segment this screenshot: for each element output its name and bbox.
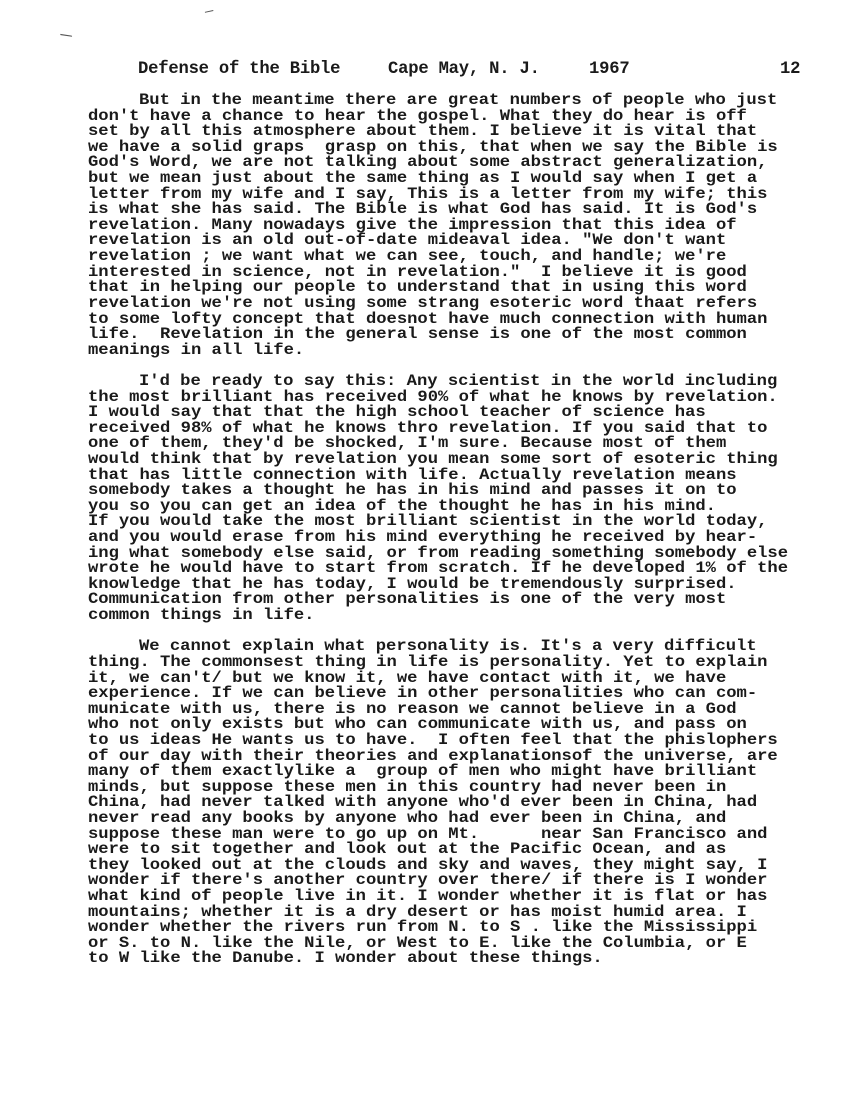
text-line: experience. If we can believe in other personalities who can com- — [88, 685, 758, 703]
text-line: the most brilliant has received 90% of what he knows by revelation. — [88, 388, 778, 407]
text-line: We cannot explain what personality is. It's a very difficult — [139, 638, 757, 656]
text-line: revelation we're not using some strang esoteric word thaat refers — [88, 295, 758, 313]
text-line: that in helping our people to understand that in using this word — [88, 279, 747, 297]
text-line: minds, but suppose these men in this country had never been in — [88, 778, 727, 797]
text-line: would think that by revelation you mean some sort of esoteric thing — [88, 451, 778, 469]
paragraph — [88, 94, 828, 359]
text-line: knowledge that he has today, I would be tremendously surprised. — [88, 576, 737, 594]
text-line: But in the meantime there are great numbers of people who just — [139, 92, 778, 110]
text-line: wonder if there's another country over there/ if there is I wonder — [88, 872, 768, 891]
text-line: who not only exists but who can communicate with us, and pass on — [88, 716, 747, 734]
document-title: Defense of the Bible — [138, 60, 341, 79]
text-line: it, we can't/ but we know it, we have contact with it, we have — [88, 669, 727, 688]
text-line: and you would erase from his mind everything he received by hear- — [88, 529, 758, 547]
text-line: of our day with their theories and explanationsof the universe, are — [88, 747, 778, 766]
text-line: common things in life. — [88, 607, 315, 625]
text-line: God's Word, we are not talking about some abstract generalization, — [88, 154, 768, 173]
text-line: wonder whether the rivers run from N. to S . like the Mississippi — [88, 919, 758, 937]
paragraph — [88, 375, 828, 625]
text-line: mountains; whether it is a dry desert or has moist humid area. I — [88, 903, 747, 922]
text-line: interested in science, not in revelation." I believe it is good — [88, 263, 747, 282]
scan-mark: — — [203, 3, 215, 21]
text-line: were to sit together and look out at the Pacific Ocean, and as — [88, 841, 727, 859]
text-line: I'd be ready to say this: Any scientist in the world including — [139, 373, 778, 391]
text-line: somebody takes a thought he has in his mind and passes it on to — [88, 482, 737, 500]
text-line: we have a solid graps grasp on this, that when we say the Bible is — [88, 138, 778, 157]
text-line: never read any books by anyone who had ever been in China, and — [88, 810, 727, 828]
page-number: 12 — [780, 60, 801, 79]
text-line: you so you can get an idea of the thought he has in his mind. — [88, 497, 716, 516]
text-line: I would say that that the high school teacher of science has — [88, 404, 706, 422]
text-line: revelation ; we want what we can see, touch, and handle; we're — [88, 248, 727, 266]
text-line: thing. The commonsest thing in life is personality. Yet to explain — [88, 654, 768, 672]
location: Cape May, N. J. — [388, 60, 540, 79]
text-line: is what she has said. The Bible is what God has said. It is God's — [88, 201, 758, 219]
text-line: but we mean just about the same thing as I would say when I get a — [88, 170, 758, 188]
text-line: meanings in all life. — [88, 341, 305, 360]
text-line: municate with us, there is no reason we cannot believe in a God — [88, 700, 737, 719]
text-line: to us ideas He wants us to have. I often feel that the phislophers — [88, 732, 778, 750]
text-line: what kind of people live in it. I wonder whether it is flat or has — [88, 888, 768, 906]
text-line: they looked out at the clouds and sky and waves, they might say, I — [88, 856, 768, 875]
text-line: suppose these man were to go up on Mt. near San Francisco and — [88, 825, 768, 844]
text-line: If you would take the most brilliant scientist in the world today, — [88, 513, 768, 532]
year: 1967 — [589, 60, 630, 79]
text-line: life. Revelation in the general sense is one of the most common — [88, 326, 747, 344]
text-line: or S. to N. like the Nile, or West to E. like the Columbia, or E — [88, 935, 747, 953]
text-line: set by all this atmosphere about them. I believe it is vital that — [88, 123, 758, 141]
text-line: ing what somebody else said, or from reading something somebody else — [88, 544, 789, 563]
document-body — [88, 94, 828, 984]
text-line: Communication from other personalities is one of the very most — [88, 591, 727, 610]
text-line: that has little connection with life. Actually revelation means — [88, 466, 737, 485]
text-line: China, had never talked with anyone who'd ever been in China, had — [88, 794, 758, 813]
text-line: to W like the Danube. I wonder about these things. — [88, 950, 603, 969]
text-line: one of them, they'd be shocked, I'm sure. Because most of them — [88, 435, 727, 454]
page-header — [0, 60, 852, 80]
text-line: many of them exactlylike a group of men who might have brilliant — [88, 763, 758, 781]
text-line: don't have a chance to hear the gospel. What they do hear is off — [88, 107, 747, 126]
text-line: received 98% of what he knows thro revelation. If you said that to — [88, 419, 768, 438]
paragraph — [88, 640, 828, 968]
text-line: revelation. Many nowadays give the impression that this idea of — [88, 217, 737, 235]
text-line: revelation is an old out-of-date mideaval idea. "We don't want — [88, 232, 727, 251]
text-line: letter from my wife and I say, This is a letter from my wife; this — [88, 185, 768, 204]
text-line: wrote he would have to start from scratch. If he developed 1% of the — [88, 560, 789, 578]
text-line: to some lofty concept that doesnot have much connection with human — [88, 310, 768, 329]
scan-mark: / — [55, 29, 74, 43]
